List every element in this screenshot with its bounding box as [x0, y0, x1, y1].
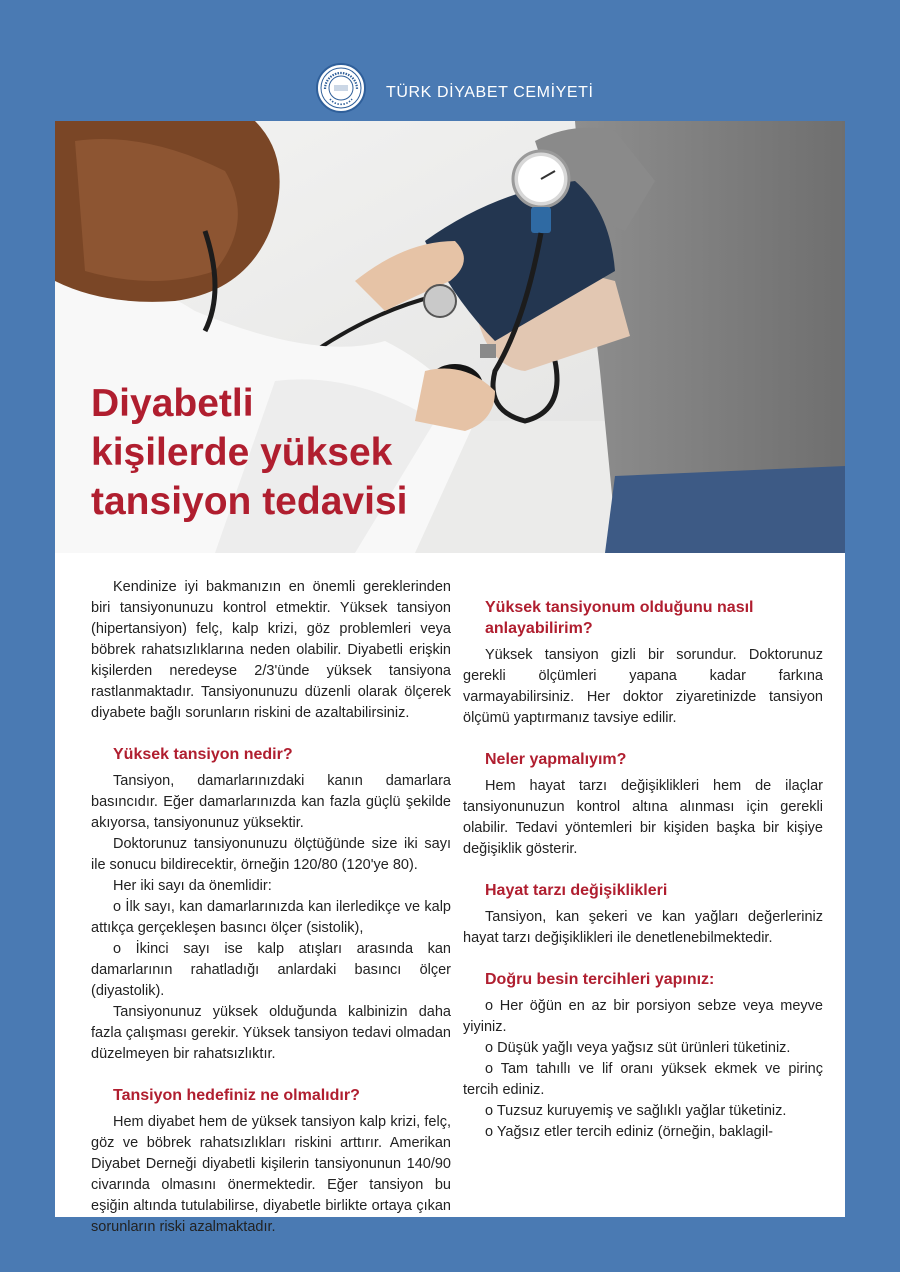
section-heading: Tansiyon hedefiniz ne olmalıdır?: [113, 1087, 360, 1104]
bullet-item: o Tam tahıllı ve lif oranı yüksek ekmek ve pirinç tercih ediniz.: [463, 1061, 823, 1098]
page-header: [0, 58, 900, 118]
bullet-item: o Yağsız etler tercih ediniz (örneğin, baklagil-: [485, 1124, 774, 1140]
right-column: [463, 577, 823, 1143]
tdc-seal-icon: [318, 65, 364, 111]
bullet-item: o Tuzsuz kuruyemiş ve sağlıklı yağlar tüketiniz.: [485, 1103, 787, 1119]
left-column: [91, 577, 451, 1238]
section-heading: Doğru besin tercihleri yapınız:: [485, 971, 715, 988]
title-line: Diyabetli: [91, 382, 254, 425]
paragraph: Doktorunuz tansiyonunuzu ölçtüğünde size iki sayı ile sonucu bildirecektir, örneğin 120/80 (120'ye 80).: [91, 836, 451, 873]
bullet-item: o İkinci sayı ise kalp atışları arasında kan damarlarının rahatladığı anlardaki basıncı ölçer (diyastolik).: [91, 941, 451, 999]
section-heading: Neler yapmalıyım?: [485, 751, 627, 768]
bullet-item: o Düşük yağlı veya yağsız süt ürünleri tüketiniz.: [485, 1040, 791, 1056]
article-title: [91, 379, 407, 526]
paragraph: Hem diyabet hem de yüksek tansiyon kalp krizi, felç, göz ve böbrek rahatsızlıkları riskini arttırır. Amerikan Diyabet Derneği diyabetli kişilerin tansiyonunun 140/90 civarında olmasını önermektedir. Eğer tansiyon bu eşiğin altında tutulabilirse, diyabetle birlikte ortaya çıkan sorunların riski azalmaktadır.: [91, 1114, 451, 1235]
bullet-item: o İlk sayı, kan damarlarınızda kan ilerledikçe ve kalp attıkça gerçekleşen basıncı ölçer (sistolik),: [91, 899, 451, 936]
paragraph: Her iki sayı da önemlidir:: [113, 878, 272, 894]
intro-paragraph: Kendinize iyi bakmanızın en önemli gereklerinden biri tansiyonunuzu kontrol etmektir. Yüksek tansiyon (hipertansiyon) felç, kalp krizi, göz problemleri veya böbrek rahatsızlıklarına neden olabilir. Diyabetli erişkin kişilerden neredeyse 2/3'ünde yüksek tansiyona rastlanmaktadır. Tansiyonunuzu düzenli olarak ölçerek diyabete bağlı sorunların riskini de azaltabilirsiniz.: [91, 579, 451, 721]
title-line: kişilerde yüksek: [91, 431, 393, 474]
paragraph: Tansiyon, damarlarınızdaki kanın damarlara basıncıdır. Eğer damarlarınızda kan fazla güçlü şekilde akıyorsa, tansiyonunuz yüksektir.: [91, 773, 451, 831]
title-line: tansiyon tedavisi: [91, 480, 408, 523]
paragraph: Hem hayat tarzı değişiklikleri hem de ilaçlar tansiyonunuzun kontrol altına alınması için gerekli olabilir. Tedavi yöntemleri bir kişiden başka bir kişiye değişiklik gösterir.: [463, 778, 823, 857]
section-heading: Yüksek tansiyon nedir?: [113, 746, 293, 763]
section-heading: Yüksek tansiyonum olduğunu nasıl anlayabilirim?: [485, 599, 754, 637]
article-card: [55, 121, 845, 1235]
section-heading: Hayat tarzı değişiklikleri: [485, 882, 668, 899]
hero-photo: [55, 121, 845, 553]
paragraph: Yüksek tansiyon gizli bir sorundur. Doktorunuz gerekli ölçümleri yapana kadar farkına varmayabilirsiniz. Her doktor ziyaretinizde tansiyon ölçümü yaptırmanız tavsiye edilir.: [463, 647, 823, 726]
paragraph: Tansiyonunuz yüksek olduğunda kalbinizin daha fazla çalışması gerekir. Yüksek tansiyon tedavi olmadan düzelmeyen bir rahatsızlıktır.: [91, 1004, 451, 1062]
bullet-item: o Her öğün en az bir porsiyon sebze veya meyve yiyiniz.: [463, 998, 823, 1035]
organization-name: TÜRK DİYABET CEMİYETİ: [386, 84, 594, 101]
tdc-logo: [316, 63, 366, 113]
paragraph: Tansiyon, kan şekeri ve kan yağları değerleriniz hayat tarzı değişiklikleri ile denetlenebilmektedir.: [463, 909, 823, 946]
